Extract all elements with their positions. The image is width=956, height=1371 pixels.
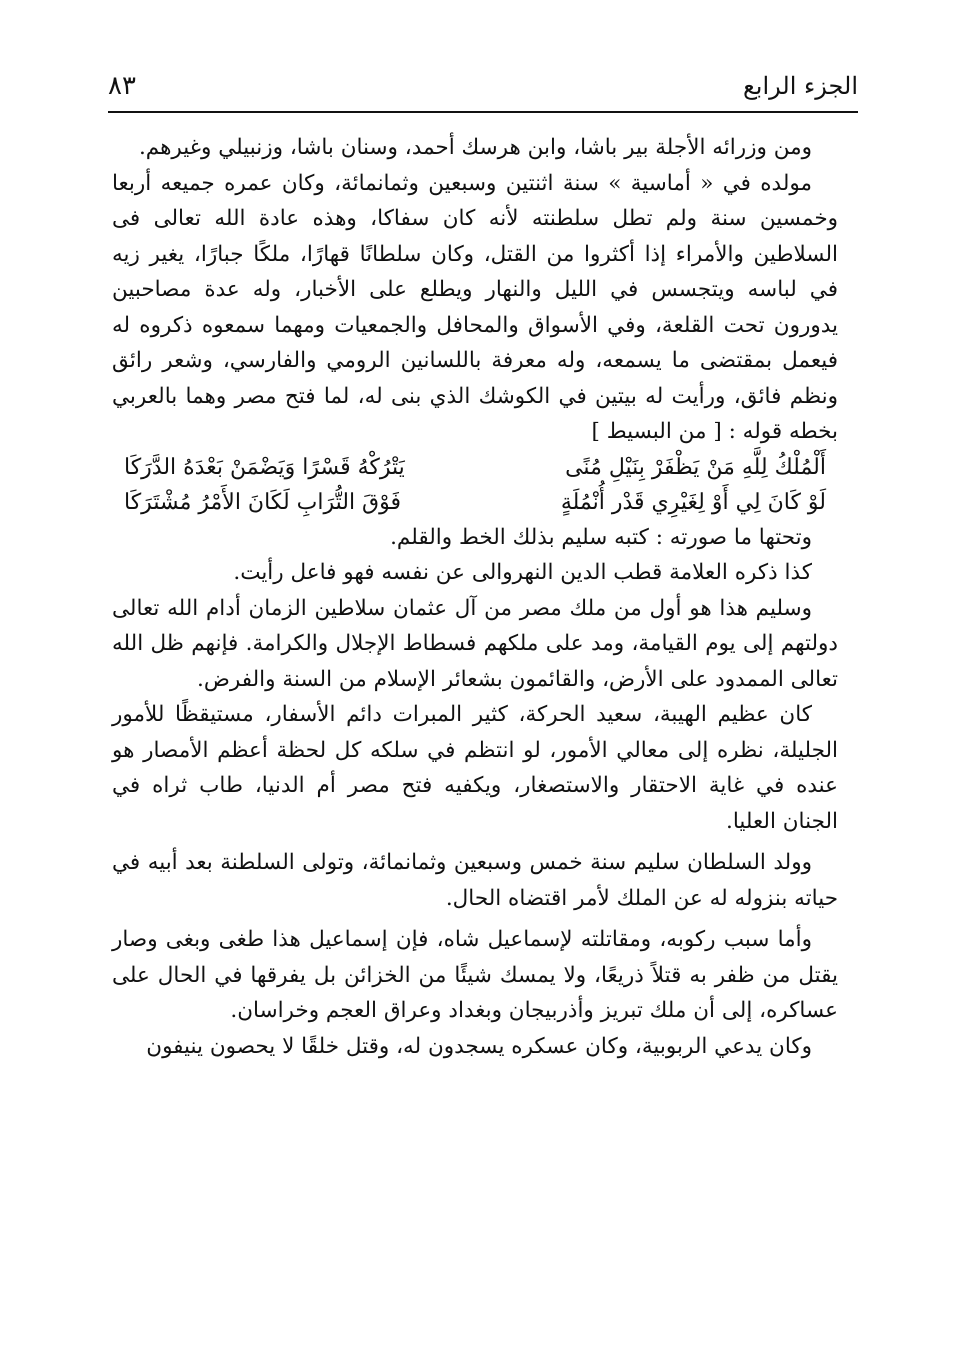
header-rule [108,111,858,113]
paragraph: كان عظيم الهيبة، سعيد الحركة، كثير المبرات دائم الأسفار، مستيقظًا للأمور الجليلة، نظره إلى معالي الأمور، لو انتظم في سلكه كل لحظة أعظم الأمصار هو عنده في غاية الاحتقار والاستصغار، ويكفيه فتح مصر أم الدنيا، طاب ثراه في الجنان العليا. [112,702,838,834]
verse-second-hemistich: يَتْرُكْهُ قَسْرًا وَيَضْمَنْ بَعْدَهُ الدَّرَكَا [124,454,405,480]
verse-line [112,485,838,520]
paragraph: كذا ذكره العلامة قطب الدين النهروالى عن نفسه فهو فاعل رأيت. [233,560,812,585]
verse-first-hemistich: أَلْمُلْكُ لِلَّهِ مَنْ يَظْفَرْ بِنَيْلِ مُنًى [565,454,826,480]
paragraph [112,166,838,450]
paragraph: وتحتها ما صورته : كتبه سليم بذلك الخط والقلم. [390,524,812,550]
page-body [112,130,838,1064]
page-header [108,66,858,110]
paragraph-text: مولده في « أماسية » سنة اثنتين وسبعين وثمانمائة، وكان عمره جميعه أربعا وخمسين سنة ولم تطل سلطنته لأنه كان سفاكا، وهذه عادة الله تعالى فى السلاطين والأمراء إذا أكثروا من القتل، وكان سلطانًا قهارًا، ملكًا جبارًا، يغير زيه في لباسه ويتجسس في الليل والنهار ويطلع على الأخبار، وله عدة مصاحبين يدورون تحت القلعة، وفي الأسواق والمحافل والجمعيات ومهما سمعوه ذكروه له فيعمل بمقتضى ما يسمعه، وله معرفة باللسانين الرومي والفارسي، وشعر رائق ونظم فائق، ورأيت له بيتين في الكوشك الذي بنى له، لما فتح مصر وهما بالعربي بخطه قوله : [112,170,838,444]
page-number: ٨٣ [108,71,136,101]
paragraph: وكان يدعي الربوبية، وكان عسكره يسجدون له، وقتل خلقًا لا يحصون ينيفون [146,1033,812,1059]
verse-second-hemistich: فَوْقَ التُّرَابِ لَكَانَ الأَمْرُ مُشْتَرَكَا [124,489,401,515]
paragraph: وولد السلطان سليم سنة خمس وسبعين وثمانمائة، وتولى السلطنة بعد أبيه في حياته بنزوله له عن الملك لأمر اقتضاه الحال. [112,850,838,911]
verse-line [112,450,838,485]
meter-label: [ من البسيط ] [591,419,722,444]
verse-first-hemistich: لَوْ كَانَ لِي أَوْ لِغَيْرِي قَدْر أُنْمُلَةٍ [560,489,826,515]
paragraph: وأما سبب ركوبه، ومقاتلته لإسماعيل شاه، فإن إسماعيل هذا طغى وبغى وصار يقتل من ظفر به قتلاً ذريعًا، ولا يمسك شيئًا من الخزائن بل يفرقها في الحال على عساكره، إلى أن ملك تبريز وأذربيجان وبغداد وعراق العجم وخراسان. [112,927,838,1023]
paragraph: ومن وزرائه الأجلة بير باشا، وابن هرسك أحمد، وسنان باشا، وزنبيلي وغيرهم. [138,135,812,160]
paragraph: وسليم هذا هو أول من ملك مصر من آل عثمان سلاطين الزمان أدام الله تعالى دولتهم إلى يوم القيامة، ومد على ملكهم فسطاط الإجلال والكرامة. فإنهم ظل الله تعالى الممدود على الأرض، والقائمون بشعائر الإسلام من السنة والفرض. [112,595,838,692]
running-title: الجزء الرابع [743,72,858,100]
